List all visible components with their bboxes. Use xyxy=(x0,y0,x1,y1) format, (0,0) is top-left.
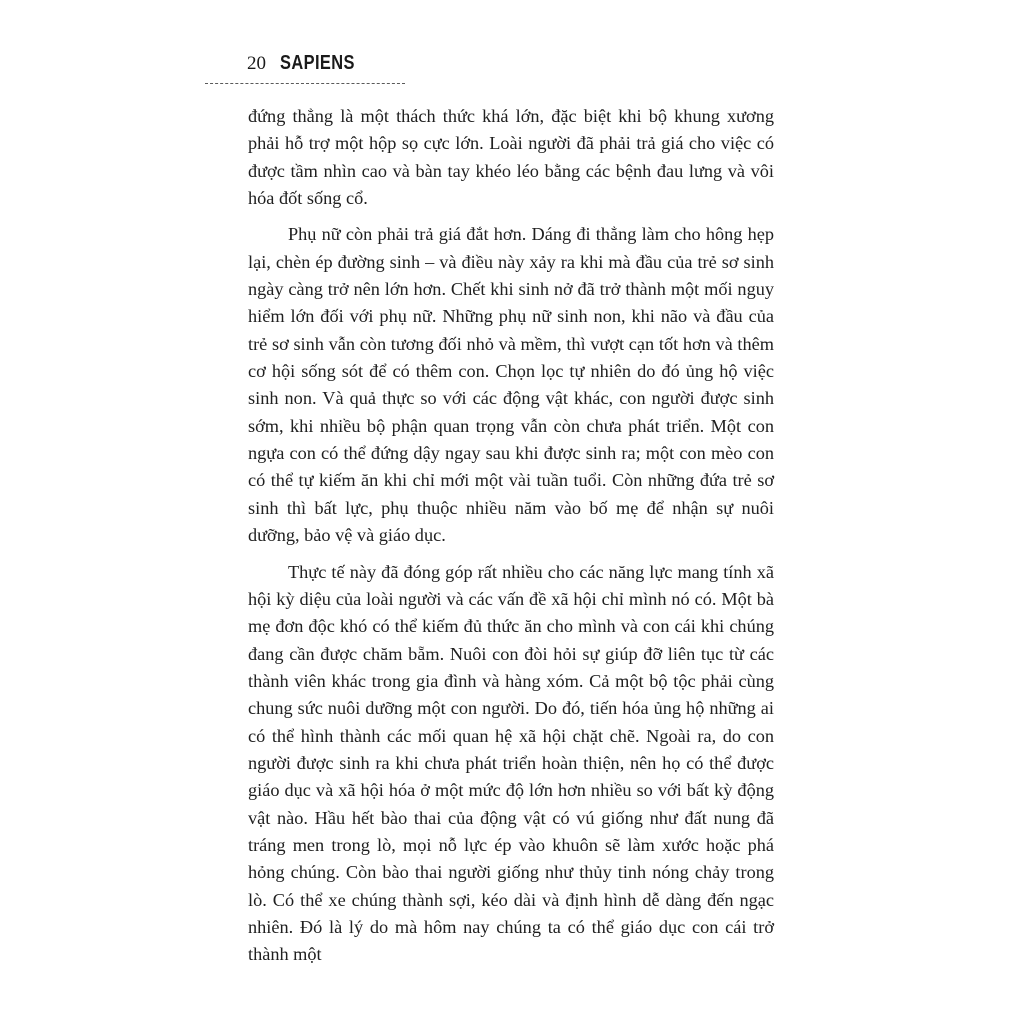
running-head xyxy=(247,52,371,82)
paragraph: đứng thẳng là một thách thức khá lớn, đặc biệt khi bộ khung xương phải hỗ trợ một hộp sọ cực lớn. Loài người đã phải trả giá cho việc có được tầm nhìn cao và bàn tay khéo léo bằng các bệnh đau lưng và vôi hóa đốt sống cổ. xyxy=(248,106,774,209)
paragraph: Phụ nữ còn phải trả giá đắt hơn. Dáng đi thẳng làm cho hông hẹp lại, chèn ép đường sinh – và điều này xảy ra khi mà đầu của trẻ sơ sinh ngày càng trở nên lớn hơn. Chết khi sinh nở đã trở thành một mối nguy hiểm lớn đối với phụ nữ. Những phụ nữ sinh non, khi não và đầu của trẻ sơ sinh vẫn còn tương đối nhỏ và mềm, thì vượt cạn tốt hơn và thêm cơ hội sống sót để có thêm con. Chọn lọc tự nhiên do đó ủng hộ việc sinh non. Và quả thực so với các động vật khác, con người được sinh sớm, khi nhiều bộ phận quan trọng vẫn còn chưa phát triển. Một con ngựa con có thể đứng dậy ngay sau khi được sinh ra; một con mèo con có thể tự kiếm ăn khi chỉ mới một vài tuần tuổi. Còn những đứa trẻ sơ sinh thì bất lực, phụ thuộc nhiều năm vào bố mẹ để nhận sự nuôi dưỡng, bảo vệ và giáo dục. xyxy=(248,224,774,546)
book-title: SAPIENS xyxy=(280,52,355,74)
paragraph: Thực tế này đã đóng góp rất nhiều cho các năng lực mang tính xã hội kỳ diệu của loài người và các vấn đề xã hội chỉ mình nó có. Một bà mẹ đơn độc khó có thể kiếm đủ thức ăn cho mình và con cái khi chúng đang cần được chăm bẵm. Nuôi con đòi hỏi sự giúp đỡ liên tục từ các thành viên khác trong gia đình và hàng xóm. Cả một bộ tộc phải cùng chung sức nuôi dưỡng một con người. Do đó, tiến hóa ủng hộ những ai có thể hình thành các mối quan hệ xã hội chặt chẽ. Ngoài ra, do con người được sinh ra khi chưa phát triển hoàn thiện, nên họ có thể được giáo dục và xã hội hóa ở một mức độ lớn hơn nhiều so với bất kỳ động vật nào. Hầu hết bào thai của động vật có vú giống như đất nung đã tráng men trong lò, mọi nỗ lực ép vào khuôn sẽ làm xước hoặc phá hỏng chúng. Còn bào thai người giống như thủy tinh nóng chảy trong lò. Có thể xe chúng thành sợi, kéo dài và định hình dễ dàng đến ngạc nhiên. Đó là lý do mà hôm nay chúng ta có thể giáo dục con cái trở thành một xyxy=(248,561,774,965)
header-divider xyxy=(205,83,405,84)
page-number: 20 xyxy=(247,53,266,74)
body-text xyxy=(248,103,774,969)
